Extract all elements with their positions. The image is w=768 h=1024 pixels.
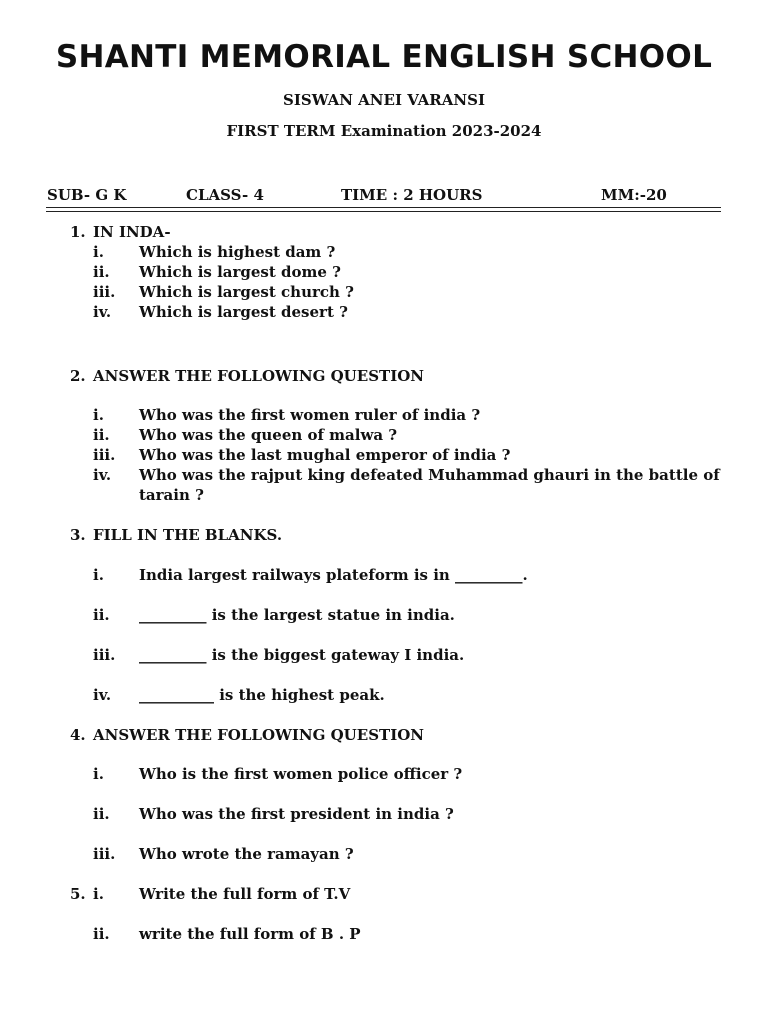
q3-item-3-text: _________ is the biggest gateway I india. — [139, 646, 465, 664]
question-2-title: ANSWER THE FOLLOWING QUESTION — [93, 367, 424, 385]
q1-item-2-text: Which is largest dome ? — [139, 263, 341, 281]
question-1-title: IN INDA- — [93, 223, 171, 241]
q1-item-1-numeral: i. — [93, 243, 104, 261]
q3-item-2-numeral: ii. — [93, 606, 110, 624]
header-divider-bottom — [46, 211, 721, 212]
q1-item-2-numeral: ii. — [93, 263, 110, 281]
q3-item-3-numeral: iii. — [93, 646, 116, 664]
q4-item-2-numeral: ii. — [93, 805, 110, 823]
q3-item-4-text: __________ is the highest peak. — [139, 686, 385, 704]
q5-item-1-numeral: i. — [93, 885, 104, 903]
q2-item-1-text: Who was the first women ruler of india ? — [139, 406, 481, 424]
q4-item-3-numeral: iii. — [93, 845, 116, 863]
q5-item-2-numeral: ii. — [93, 925, 110, 943]
q1-item-3-numeral: iii. — [93, 283, 116, 301]
q2-item-4-numeral: iv. — [93, 466, 112, 484]
question-5-number: 5. — [70, 885, 86, 903]
q1-item-3-text: Which is largest church ? — [139, 283, 354, 301]
question-4-title: ANSWER THE FOLLOWING QUESTION — [93, 726, 424, 744]
q1-item-4-text: Which is largest desert ? — [139, 303, 348, 321]
q1-item-4-numeral: iv. — [93, 303, 112, 321]
question-4-number: 4. — [70, 726, 86, 744]
question-2-number: 2. — [70, 367, 86, 385]
q1-item-1-text: Which is highest dam ? — [139, 243, 336, 261]
q5-item-2-text: write the full form of B . P — [139, 925, 361, 943]
q3-item-2-text: _________ is the largest statue in india. — [139, 606, 455, 624]
q4-item-3-text: Who wrote the ramayan ? — [139, 845, 354, 863]
q4-item-2-text: Who was the first president in india ? — [139, 805, 454, 823]
q4-item-1-numeral: i. — [93, 765, 104, 783]
q2-item-4-text: Who was the rajput king defeated Muhammad ghauri in the battle of — [139, 466, 720, 484]
header-divider-top — [46, 207, 721, 208]
q4-item-1-text: Who is the first women police officer ? — [139, 765, 463, 783]
exam-title: FIRST TERM Examination 2023-2024 — [226, 122, 542, 140]
q3-item-1-numeral: i. — [93, 566, 104, 584]
q5-item-1-text: Write the full form of T.V — [139, 885, 351, 903]
class-label: CLASS- 4 — [186, 186, 264, 204]
school-name: SHANTI MEMORIAL ENGLISH SCHOOL — [55, 39, 713, 75]
school-address: SISWAN ANEI VARANSI — [283, 91, 485, 109]
q2-item-3-numeral: iii. — [93, 446, 116, 464]
time-label: TIME : 2 HOURS — [341, 186, 483, 204]
subject-label: SUB- G K — [47, 186, 127, 204]
q2-item-3-text: Who was the last mughal emperor of india ? — [139, 446, 511, 464]
question-3-title: FILL IN THE BLANKS. — [93, 526, 283, 544]
question-3-number: 3. — [70, 526, 86, 544]
q2-item-1-numeral: i. — [93, 406, 104, 424]
q2-item-2-numeral: ii. — [93, 426, 110, 444]
q3-item-1-text: India largest railways plateform is in _________. — [139, 566, 528, 584]
marks-label: MM:-20 — [601, 186, 667, 204]
question-1-number: 1. — [70, 223, 86, 241]
q3-item-4-numeral: iv. — [93, 686, 112, 704]
q2-item-4-text-continued: tarain ? — [139, 486, 204, 504]
q2-item-2-text: Who was the queen of malwa ? — [139, 426, 398, 444]
